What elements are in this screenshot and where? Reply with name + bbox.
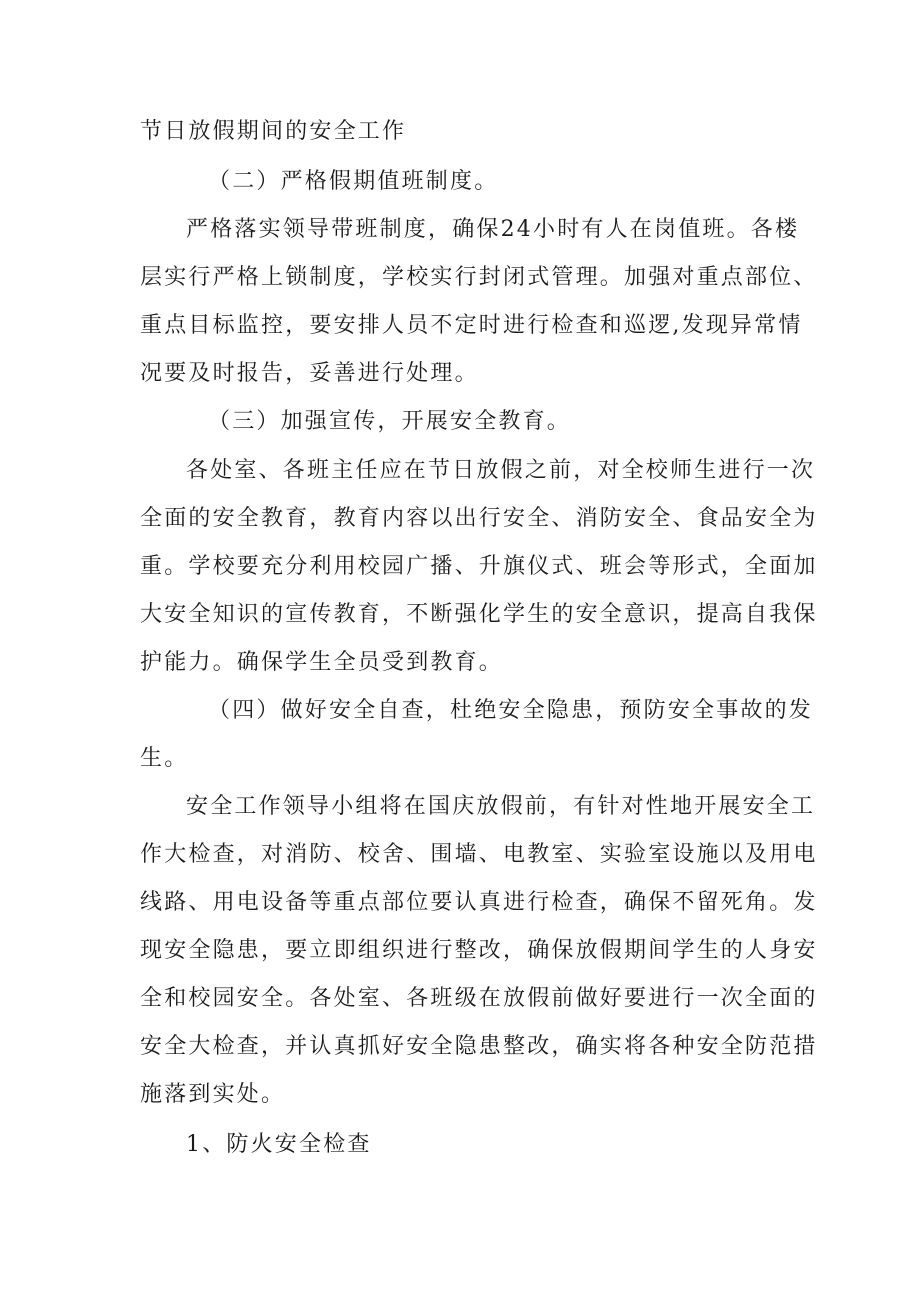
list-item-heading: 1、防火安全检查 bbox=[186, 1132, 372, 1157]
paragraph-line: 层实行严格上锁制度，学校实行封闭式管理。加强对重点部位、 bbox=[140, 265, 818, 290]
paragraph-line: 安全大检查，并认真抓好安全隐患整改，确实将各种安全防范措 bbox=[140, 1034, 818, 1059]
section-heading-3: （三）加强宣传，开展安全教育。 bbox=[208, 409, 572, 434]
paragraph-line: 各处室、各班主任应在节日放假之前，对全校师生进行一次 bbox=[186, 458, 816, 483]
paragraph-line: 节日放假期间的安全工作 bbox=[140, 119, 407, 144]
paragraph-line: 重。学校要充分利用校园广播、升旗仪式、班会等形式，全面加 bbox=[140, 554, 818, 579]
section-heading-4: （四）做好安全自查，杜绝安全隐患，预防安全事故的发 bbox=[208, 698, 814, 723]
paragraph-line: 安全工作领导小组将在国庆放假前，有针对性地开展安全工 bbox=[186, 794, 816, 819]
paragraph-line: 现安全隐患，要立即组织进行整改，确保放假期间学生的人身安 bbox=[140, 938, 818, 963]
paragraph-line: 施落到实处。 bbox=[140, 1082, 286, 1107]
paragraph-line: 况要及时报告，妥善进行处理。 bbox=[140, 361, 479, 386]
paragraph-line: 作大检查，对消防、校舍、围墙、电教室、实验室设施以及用电 bbox=[140, 842, 818, 867]
paragraph-line: 全面的安全教育，教育内容以出行安全、消防安全、食品安全为 bbox=[140, 506, 818, 531]
paragraph-line: 大安全知识的宣传教育，不断强化学生的安全意识，提高自我保 bbox=[140, 602, 818, 627]
paragraph-line: 护能力。确保学生全员受到教育。 bbox=[140, 650, 504, 675]
paragraph-line: 重点目标监控，要安排人员不定时进行检查和巡逻,发现异常情 bbox=[140, 313, 803, 338]
paragraph-line: 全和校园安全。各处室、各班级在放假前做好要进行一次全面的 bbox=[140, 986, 818, 1011]
paragraph-line: 线路、用电设备等重点部位要认真进行检查，确保不留死角。发 bbox=[140, 890, 818, 915]
paragraph-line: 严格落实领导带班制度，确保24小时有人在岗值班。各楼 bbox=[186, 217, 800, 242]
section-heading-2: （二）严格假期值班制度。 bbox=[208, 169, 499, 194]
paragraph-line: 生。 bbox=[140, 746, 189, 771]
